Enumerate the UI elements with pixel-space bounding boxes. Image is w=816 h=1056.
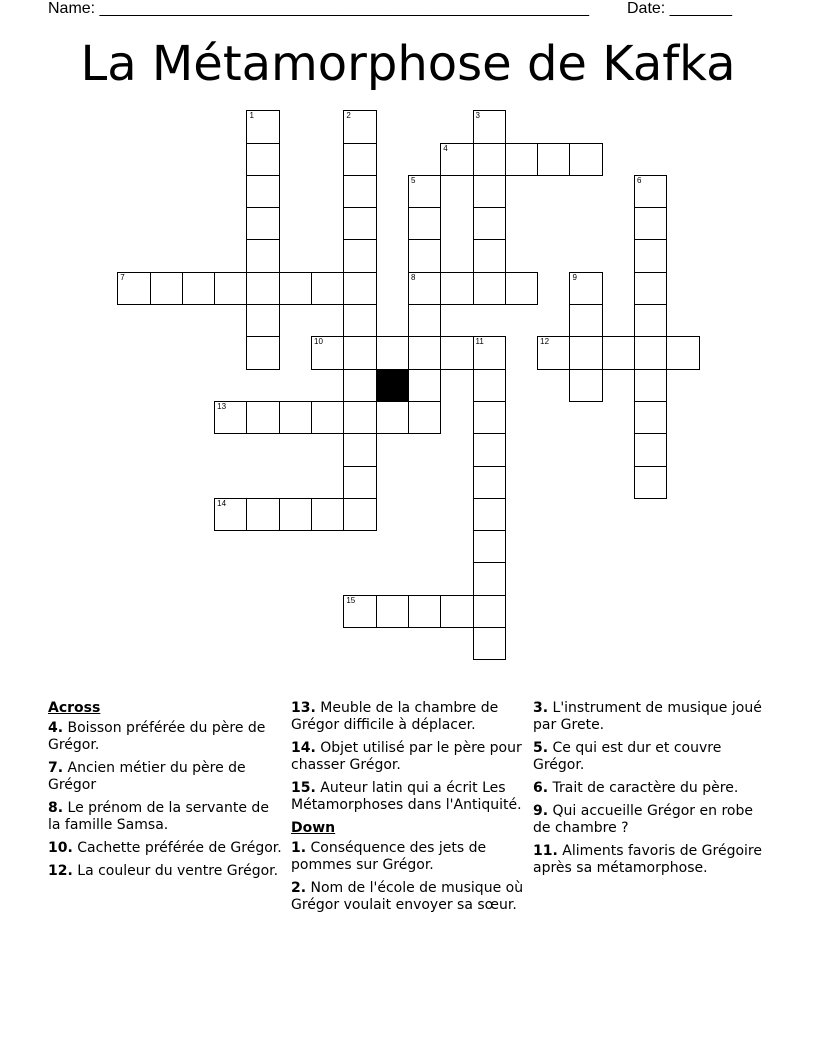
crossword-cell[interactable] xyxy=(569,272,602,305)
cell-number: 14 xyxy=(217,498,227,508)
crossword-cell[interactable] xyxy=(246,207,279,240)
crossword-cell[interactable] xyxy=(634,207,667,240)
clue-number: 6. xyxy=(533,780,549,796)
crossword-cell[interactable] xyxy=(634,466,667,499)
cell-number: 7 xyxy=(120,272,125,282)
clue-number: 9. xyxy=(533,803,549,819)
clue-down-6 xyxy=(533,780,768,797)
crossword-cell[interactable] xyxy=(408,207,441,240)
crossword-cell[interactable] xyxy=(473,143,506,176)
cell-number: 12 xyxy=(540,337,550,347)
black-cell xyxy=(376,369,409,402)
clue-down-9 xyxy=(533,803,768,837)
crossword-cell[interactable] xyxy=(473,562,506,595)
cell-number: 13 xyxy=(217,401,227,411)
cell-number: 8 xyxy=(410,272,416,282)
crossword-cell[interactable] xyxy=(634,175,667,208)
crossword-cell[interactable] xyxy=(634,272,667,305)
clue-text: Ce qui est dur et couvre Grégor. xyxy=(533,740,722,773)
clue-text: Objet utilisé par le père pour chasser Grégor. xyxy=(291,740,522,773)
clue-text: Qui accueille Grégor en robe de chambre ? xyxy=(533,803,753,836)
clue-number: 11. xyxy=(533,843,558,859)
clue-number: 12. xyxy=(48,863,73,879)
name-field-label: Name: _______________________________________________________ xyxy=(48,0,589,17)
crossword-cell[interactable] xyxy=(343,401,376,434)
clue-text: Ancien métier du père de Grégor xyxy=(48,760,246,793)
crossword-cell[interactable] xyxy=(343,336,376,369)
crossword-cell[interactable] xyxy=(343,110,376,143)
crossword-cell[interactable] xyxy=(569,304,602,337)
clue-text: Nom de l'école de musique où Grégor voulait envoyer sa sœur. xyxy=(291,880,524,913)
cell-number: 9 xyxy=(572,272,577,282)
crossword-cell[interactable] xyxy=(473,272,506,305)
clue-across-12 xyxy=(48,863,283,880)
clue-number: 13. xyxy=(291,700,316,716)
across-heading: Across xyxy=(48,700,101,716)
crossword-cell[interactable] xyxy=(440,143,473,176)
crossword-cell[interactable] xyxy=(569,143,602,176)
cell-number: 3 xyxy=(475,111,480,121)
clue-text: Auteur latin qui a écrit Les Métamorphoses dans l'Antiquité. xyxy=(291,780,522,813)
crossword-cell[interactable] xyxy=(634,401,667,434)
crossword-cell[interactable] xyxy=(343,433,376,466)
crossword-cell[interactable] xyxy=(569,336,602,369)
crossword-cell[interactable] xyxy=(117,272,150,305)
crossword-cell[interactable] xyxy=(408,336,441,369)
crossword-cell[interactable] xyxy=(505,272,538,305)
crossword-cell[interactable] xyxy=(279,272,312,305)
crossword-cell[interactable] xyxy=(440,272,473,305)
crossword-cell[interactable] xyxy=(473,369,506,402)
crossword-cell[interactable] xyxy=(666,336,699,369)
clue-text: L'instrument de musique joué par Grete. xyxy=(533,700,762,733)
clue-across-7 xyxy=(48,760,283,794)
clue-number: 7. xyxy=(48,760,64,776)
crossword-cell[interactable] xyxy=(246,498,279,531)
clue-down-11 xyxy=(533,843,768,877)
crossword-cell[interactable] xyxy=(343,498,376,531)
clue-text: Meuble de la chambre de Grégor difficile à déplacer. xyxy=(291,700,499,733)
crossword-cell[interactable] xyxy=(214,401,247,434)
crossword-cell[interactable] xyxy=(634,433,667,466)
crossword-cell[interactable] xyxy=(408,401,441,434)
crossword-cell[interactable] xyxy=(473,530,506,563)
crossword-cell[interactable] xyxy=(150,272,183,305)
crossword-cell[interactable] xyxy=(311,498,344,531)
crossword-cell[interactable] xyxy=(343,304,376,337)
crossword-cell[interactable] xyxy=(473,433,506,466)
cell-number: 2 xyxy=(346,111,351,121)
clue-column-2 xyxy=(291,700,526,920)
crossword-cell[interactable] xyxy=(343,466,376,499)
crossword-cell[interactable] xyxy=(376,595,409,628)
clue-number: 15. xyxy=(291,780,316,796)
crossword-cell[interactable] xyxy=(246,304,279,337)
crossword-cell[interactable] xyxy=(569,369,602,402)
clue-number: 14. xyxy=(291,740,316,756)
clue-down-1 xyxy=(291,840,526,874)
crossword-cell[interactable] xyxy=(473,110,506,143)
crossword-cell[interactable] xyxy=(311,336,344,369)
crossword-cell[interactable] xyxy=(408,304,441,337)
crossword-cell[interactable] xyxy=(214,272,247,305)
clue-column-3 xyxy=(533,700,768,883)
clue-across-10 xyxy=(48,840,283,857)
crossword-cell[interactable] xyxy=(473,498,506,531)
crossword-cell[interactable] xyxy=(473,466,506,499)
date-field-label: Date: _______ xyxy=(627,0,732,17)
crossword-cell[interactable] xyxy=(473,239,506,272)
clue-number: 1. xyxy=(291,840,307,856)
crossword-cell[interactable] xyxy=(537,336,570,369)
clue-text: Boisson préférée du père de Grégor. xyxy=(48,720,266,753)
cell-number: 5 xyxy=(410,175,416,185)
crossword-cell[interactable] xyxy=(246,401,279,434)
crossword-cell[interactable] xyxy=(214,498,247,531)
crossword-cell[interactable] xyxy=(376,401,409,434)
clue-text: Aliments favoris de Grégoire après sa métamorphose. xyxy=(533,843,762,876)
clue-across-13 xyxy=(291,700,526,734)
clue-down-3 xyxy=(533,700,768,734)
crossword-cell[interactable] xyxy=(246,272,279,305)
crossword-cell[interactable] xyxy=(408,239,441,272)
crossword-cell[interactable] xyxy=(343,143,376,176)
crossword-cell[interactable] xyxy=(602,336,635,369)
clue-text: La couleur du ventre Grégor. xyxy=(77,863,279,879)
clue-text: Trait de caractère du père. xyxy=(552,780,739,796)
crossword-cell[interactable] xyxy=(182,272,215,305)
crossword-cell[interactable] xyxy=(279,498,312,531)
crossword-cell[interactable] xyxy=(473,401,506,434)
clue-text: Conséquence des jets de pommes sur Grégor. xyxy=(291,840,487,873)
crossword-cell[interactable] xyxy=(634,239,667,272)
crossword-cell[interactable] xyxy=(537,143,570,176)
cell-number: 6 xyxy=(637,175,642,185)
clue-text: Le prénom de la servante de la famille Samsa. xyxy=(48,800,269,833)
crossword-cell[interactable] xyxy=(408,175,441,208)
crossword-cell[interactable] xyxy=(634,304,667,337)
cell-number: 1 xyxy=(249,111,254,121)
crossword-cell[interactable] xyxy=(246,143,279,176)
crossword-cell[interactable] xyxy=(343,369,376,402)
crossword-cell[interactable] xyxy=(505,143,538,176)
clue-down-2 xyxy=(291,880,526,914)
cell-number: 10 xyxy=(314,337,323,347)
crossword-cell[interactable] xyxy=(473,336,506,369)
cell-number: 15 xyxy=(346,595,356,605)
crossword-cell[interactable] xyxy=(311,401,344,434)
crossword-cell[interactable] xyxy=(246,239,279,272)
crossword-cell[interactable] xyxy=(408,595,441,628)
clue-number: 10. xyxy=(48,840,73,856)
crossword-cell[interactable] xyxy=(279,401,312,434)
clue-across-14 xyxy=(291,740,526,774)
crossword-cell[interactable] xyxy=(246,336,279,369)
crossword-cell[interactable] xyxy=(473,595,506,628)
crossword-cell[interactable] xyxy=(246,110,279,143)
crossword-cell[interactable] xyxy=(343,239,376,272)
cell-number: 4 xyxy=(443,143,448,153)
crossword-cell[interactable] xyxy=(246,175,279,208)
crossword-cell[interactable] xyxy=(473,627,506,660)
clue-number: 8. xyxy=(48,800,64,816)
clue-across-8 xyxy=(48,800,283,834)
clue-across-4 xyxy=(48,720,283,754)
down-heading: Down xyxy=(291,820,336,836)
crossword-cell[interactable] xyxy=(440,595,473,628)
crossword-cell[interactable] xyxy=(343,175,376,208)
crossword-cell[interactable] xyxy=(343,207,376,240)
clue-across-15 xyxy=(291,780,526,814)
crossword-cell[interactable] xyxy=(440,336,473,369)
crossword-cell[interactable] xyxy=(343,272,376,305)
clue-number: 3. xyxy=(533,700,549,716)
page-title: La Métamorphose de Kafka xyxy=(80,36,736,92)
cell-number: 11 xyxy=(475,337,484,347)
crossword-cell[interactable] xyxy=(343,595,376,628)
clue-number: 2. xyxy=(291,880,307,896)
crossword-cell[interactable] xyxy=(408,272,441,305)
crossword-cell[interactable] xyxy=(376,336,409,369)
clue-down-5 xyxy=(533,740,768,774)
clue-text: Cachette préférée de Grégor. xyxy=(77,840,282,856)
crossword-cell[interactable] xyxy=(634,369,667,402)
crossword-cell[interactable] xyxy=(408,369,441,402)
clue-number: 5. xyxy=(533,740,549,756)
crossword-cell[interactable] xyxy=(473,207,506,240)
crossword-cell[interactable] xyxy=(311,272,344,305)
clue-number: 4. xyxy=(48,720,64,736)
crossword-cell[interactable] xyxy=(473,175,506,208)
clue-column-1 xyxy=(48,700,283,886)
crossword-cell[interactable] xyxy=(634,336,667,369)
